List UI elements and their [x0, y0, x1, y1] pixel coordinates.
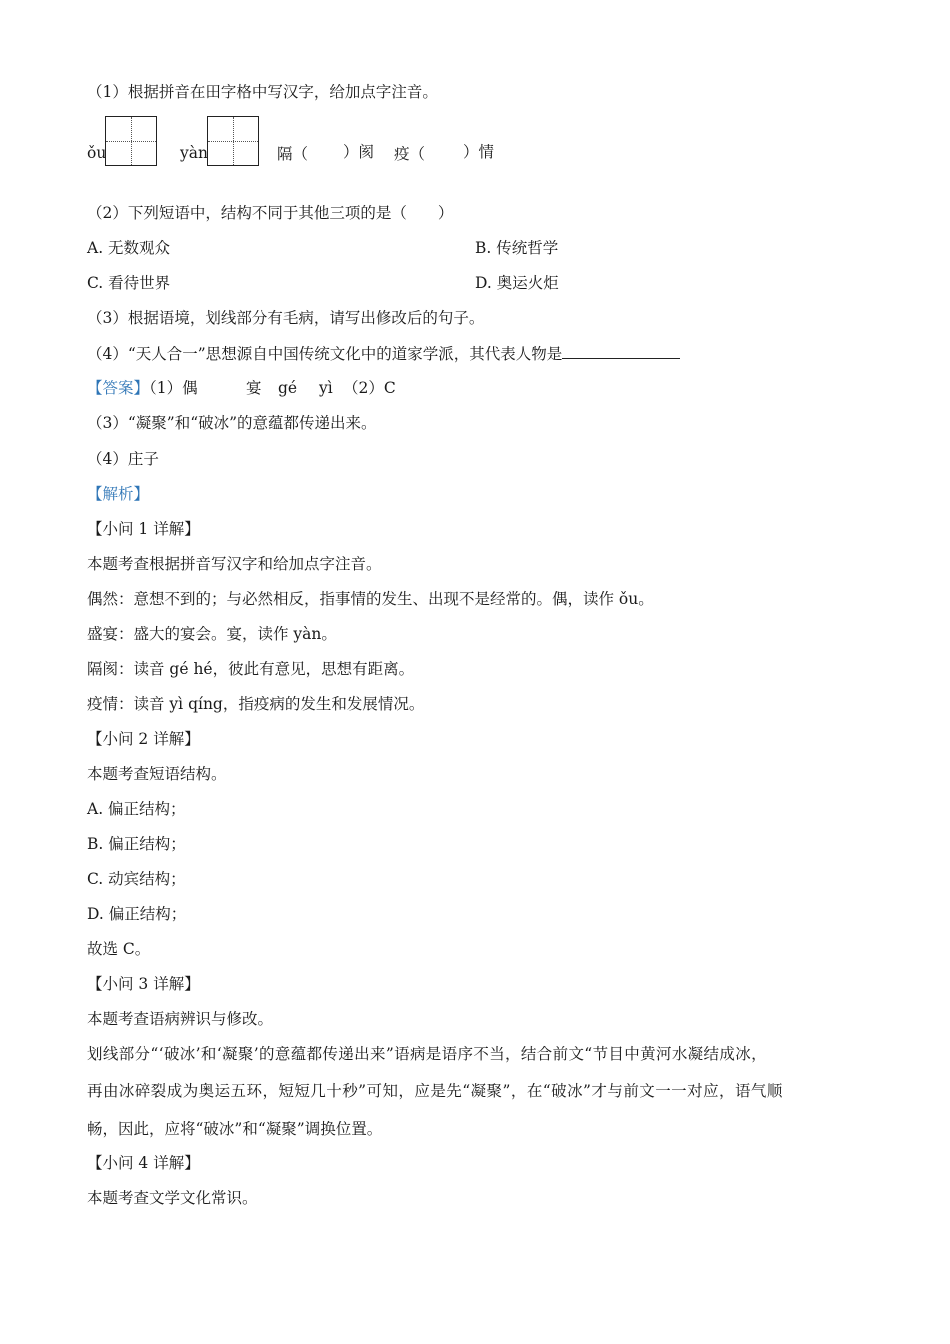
- answer-part-3: gé: [278, 379, 298, 397]
- q4-prompt-text: （4）“天人合一”思想源自中国传统文化中的道家学派，其代表人物是: [87, 345, 563, 363]
- q3-prompt: （3）根据语境，划线部分有毛病，请写出修改后的句子。: [87, 309, 485, 327]
- analysis-line: 划线部分“‘破冰’和‘凝聚’的意蕴都传递出来”语病是语序不当，结合前文“节目中黄河水凝结成冰，: [87, 1045, 767, 1063]
- analysis-line: 故选 C。: [87, 940, 151, 958]
- analysis-line: 本题考查文学文化常识。: [87, 1189, 258, 1207]
- analysis-line: B. 偏正结构；: [87, 835, 186, 853]
- analysis-label: 【解析】: [87, 485, 150, 503]
- analysis-line: 【小问 1 详解】: [87, 520, 200, 538]
- answer-label: 【答案】: [87, 379, 150, 397]
- analysis-line: D. 偏正结构；: [87, 905, 187, 923]
- answer-part-4: yì: [319, 379, 333, 397]
- analysis-line: 【小问 4 详解】: [87, 1154, 200, 1172]
- analysis-line: 畅，因此，应将“破冰”和“凝聚”调换位置。: [87, 1120, 383, 1138]
- analysis-line: 本题考查语病辨识与修改。: [87, 1010, 274, 1028]
- answer-blank-line: [562, 342, 680, 359]
- analysis-line: C. 动宾结构；: [87, 870, 186, 888]
- analysis-line: 【小问 3 详解】: [87, 975, 200, 993]
- q1-prompt: （1）根据拼音在田字格中写汉字，给加点字注音。: [87, 83, 438, 101]
- q2-prompt: （2）下列短语中，结构不同于其他三项的是（ ）: [87, 204, 454, 222]
- answer-line-3: （4）庄子: [87, 450, 159, 468]
- q1-pinyin-2: yàn: [180, 144, 208, 162]
- q2-option-b: B. 传统哲学: [475, 239, 559, 257]
- analysis-line: 偶然：意想不到的；与必然相反，指事情的发生、出现不是经常的。偶，读作 ǒu。: [87, 590, 654, 608]
- q1-word-1-start: 隔（: [277, 145, 309, 163]
- q4-prompt: [87, 342, 680, 365]
- q1-pinyin-1: ǒu: [87, 144, 107, 162]
- answer-part-5: （2）C: [343, 379, 396, 397]
- q2-option-d: D. 奥运火炬: [475, 274, 559, 292]
- analysis-line: 再由冰碎裂成为奥运五环，短短几十秒”可知，应是先“凝聚”，在“破冰”才与前文一一对应，语气顺: [87, 1082, 783, 1100]
- analysis-line: 隔阂：读音 gé hé，彼此有意见，思想有距离。: [87, 660, 415, 678]
- answer-line-2: （3）“凝聚”和“破冰”的意蕴都传递出来。: [87, 414, 377, 432]
- tianzige-box-1: [105, 116, 157, 166]
- q1-word-1-end: ）阂: [343, 143, 375, 161]
- answer-line-1: [87, 377, 198, 399]
- answer-part-2: 宴: [246, 379, 262, 397]
- analysis-line: 【小问 2 详解】: [87, 730, 200, 748]
- tianzige-box-2: [207, 116, 259, 166]
- answer-part-1: （1）偶: [149, 379, 198, 397]
- analysis-line: 本题考查短语结构。: [87, 765, 227, 783]
- q2-option-c: C. 看待世界: [87, 274, 171, 292]
- analysis-line: 本题考查根据拼音写汉字和给加点字注音。: [87, 555, 382, 573]
- q2-option-a: A. 无数观众: [87, 239, 171, 257]
- q1-word-2-end: ）情: [463, 143, 495, 161]
- analysis-line: 盛宴：盛大的宴会。宴，读作 yàn。: [87, 625, 337, 643]
- analysis-line: 疫情：读音 yì qíng，指疫病的发生和发展情况。: [87, 695, 425, 713]
- analysis-line: A. 偏正结构；: [87, 800, 186, 818]
- q1-word-2-start: 疫（: [394, 145, 426, 163]
